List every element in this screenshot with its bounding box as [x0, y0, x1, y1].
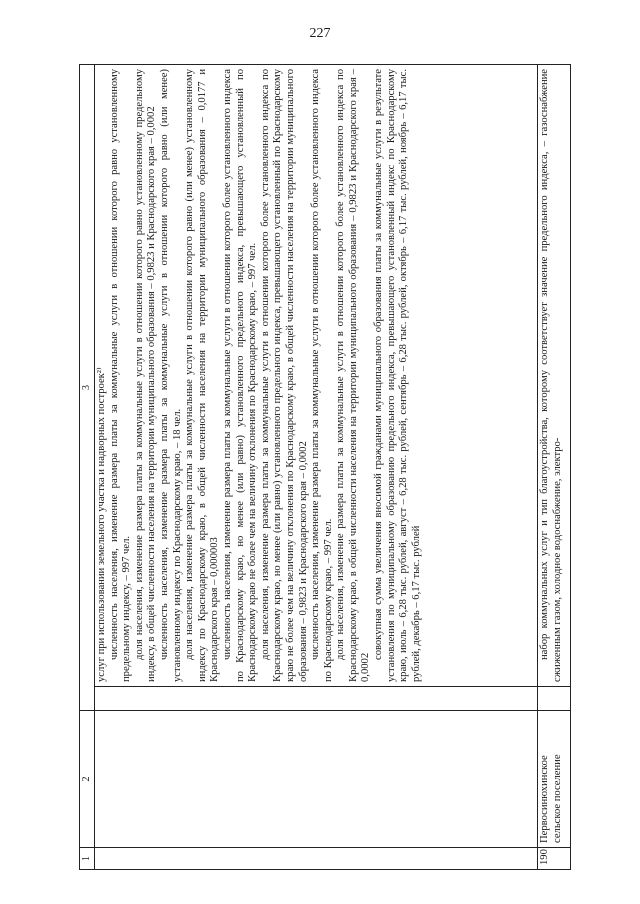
index-table [79, 64, 571, 870]
paragraph: совокупная сумма увеличения вносимой гражданами муниципального образования платы за коммунальные услуги в результате установления по муниципальному образованию предельного индекса, превышающего установленный индекс по Краснодарскому краю, июль – 6,28 тыс. рублей, август – 6,28 тыс. рублей, сентябрь – 6,28 тыс. рублей, октябрь – 6,17 тыс. рублей, ноябрь – 6,17 тыс. рублей, декабрь – 6,17 тыс. рублей [373, 69, 422, 682]
continued-spacer-cell [95, 687, 538, 711]
paragraph: набор коммунальных услуг и тип благоустройства, которому соответствует значение предельного индекса, – газоснабжение сжиженным газом, холодное водоснабжение, электро- [539, 69, 563, 682]
page-number: 227 [309, 26, 331, 41]
continued-text-cell [95, 65, 538, 687]
paragraph: доля населения, изменение размера платы за коммунальные услуги в отношении которого равно (или менее) установленному индексу по Краснодарскому краю, в общей численности населения на территории муниципального образования – 0,0177 и Краснодарского края – 0,000003 [184, 69, 221, 682]
paragraph: численность населения, изменение размера платы за коммунальные услуги в отношении которого более установленного индекса по Краснодарскому краю, – 997 чел. [310, 69, 334, 682]
row-text-cell [538, 65, 571, 687]
paragraph: услуг при использовании земельного участка и надворных построек²⁾ [96, 367, 107, 682]
row-spacer-cell [538, 687, 571, 711]
header-col-3: 3 [80, 65, 95, 711]
table-row-190 [538, 65, 571, 870]
table-header-row [80, 65, 95, 870]
settlement-name-cell: Первосинюхинское сельское поселение [538, 711, 571, 848]
paragraph: доля населения, изменение размера платы за коммунальные услуги в отношении которого равно установленному предельному индексу, в общей численности населения на территории муниципального образования – 0,9823 и Краснодарского края – 0,0002 [133, 69, 158, 682]
rotated-table-page [79, 65, 567, 870]
paragraph: численность населения, изменение размера платы за коммунальные услуги в отношении которого равно установленному предельному индексу, – 997 чел. [108, 69, 133, 682]
table-row-continued [95, 65, 538, 870]
continued-number-cell [95, 848, 538, 870]
paragraph: численность населения, изменение размера платы за коммунальные услуги в отношении которого более установленного индекса по Краснодарскому краю, но менее (или равно) установленного предельного индекса, превышающего установленный по Краснодарскому краю не более чем на величину отклонения по Краснодарскому краю, – 997 чел. [221, 69, 259, 682]
row-number-cell: 190 [538, 848, 571, 870]
paragraph: доля населения, изменение размера платы за коммунальные услуги в отношении которого более установленного индекса по Краснодарскому краю, но менее (или равно) установленного предельного индекса, превышающего установленный по Краснодарскому краю не более чем на величину отклонения по Краснодарскому краю, в общей численности населения на территории муниципального образования – 0,9823 и Краснодарского края – 0,0002 [259, 69, 309, 682]
paragraph: численность населения, изменение размера платы за коммунальные услуги в отношении которого равно (или менее) установленному индексу по Краснодарскому краю, – 18 чел. [158, 69, 183, 682]
paragraph: доля населения, изменение размера платы за коммунальные услуги в отношении которого более установленного индекса по Краснодарскому краю, в общей численности населения на территории муниципального образования – 0,9823 и Краснодарского края – 0,0002 [335, 69, 372, 682]
header-col-1: 1 [80, 848, 95, 870]
continued-name-cell [95, 711, 538, 848]
header-col-2: 2 [80, 711, 95, 848]
